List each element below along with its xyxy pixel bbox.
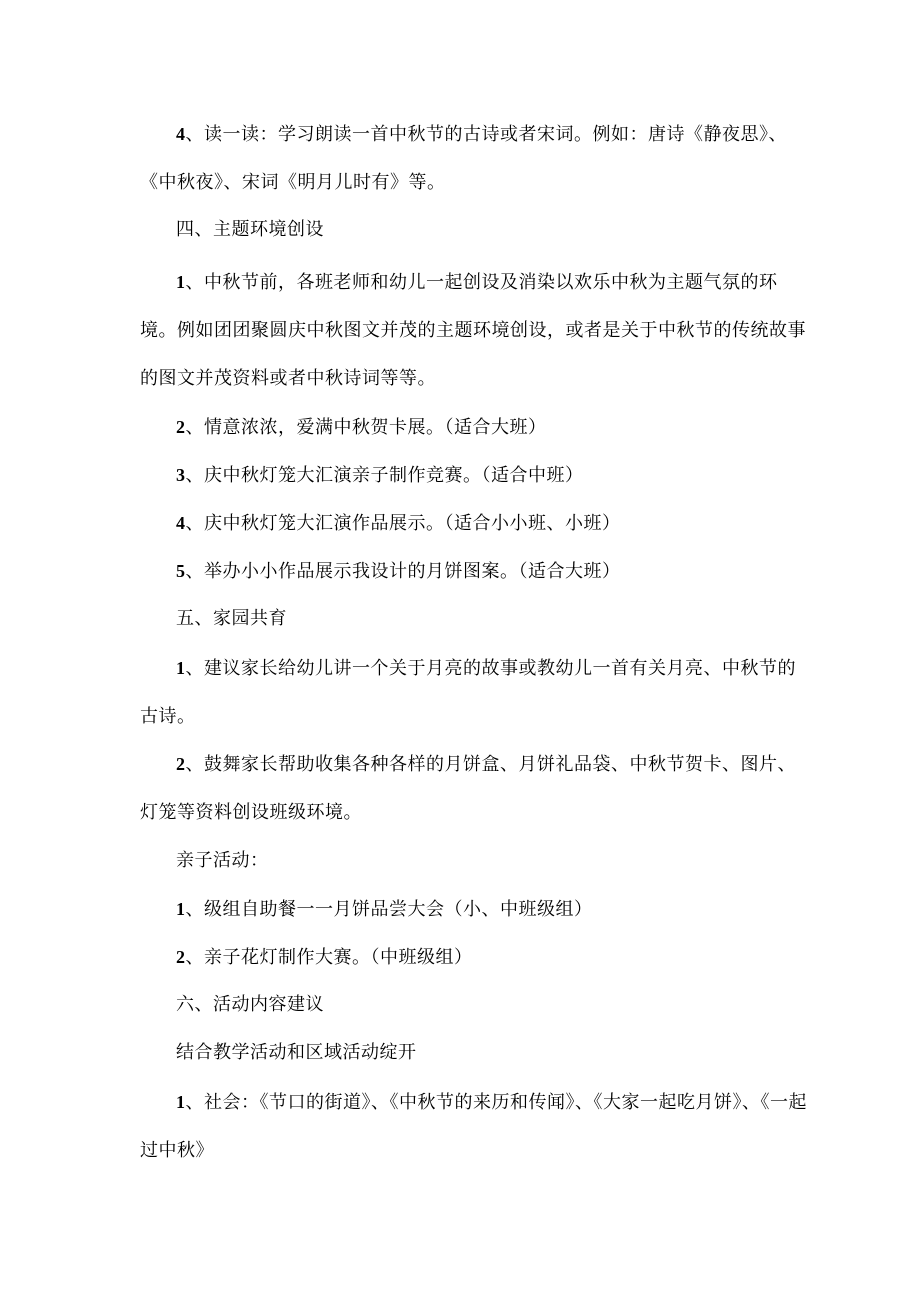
paragraph-text: 结合教学活动和区域活动绽开 xyxy=(176,1042,417,1063)
paragraph-text: 、社会：《节口的街道》、《中秋节的来历和传闻》、《大家一起吃月饼》、《一起过中秋》 xyxy=(140,1092,807,1161)
paragraph-home-school-2 xyxy=(140,740,810,837)
paragraph-text: 、中秋节前，各班老师和幼儿一起创设及消染以欢乐中秋为主题气氛的环境。例如团团聚圆庆中秋图文并茂的主题环境创设，或者是关于中秋节的传统故事的图文并茂资料或者中秋诗词等等。 xyxy=(140,272,806,389)
paragraph-home-school-1 xyxy=(140,644,810,741)
section-heading-parent-child xyxy=(140,837,810,885)
paragraph-read-poem xyxy=(140,110,810,207)
paragraph-environment-3 xyxy=(140,451,810,500)
item-number: 5 xyxy=(176,561,186,581)
item-number: 4 xyxy=(176,513,186,533)
paragraph-text: 、鼓舞家长帮助收集各种各样的月饼盒、月饼礼品袋、中秋节贺卡、图片、灯笼等资料创设班级环境。 xyxy=(140,754,796,823)
paragraph-environment-4 xyxy=(140,499,810,548)
item-number: 1 xyxy=(176,899,186,919)
paragraph-text: 、级组自助餐一一月饼品尝大会（小、中班级组） xyxy=(185,899,593,920)
heading-text: 五、家园共育 xyxy=(176,608,287,629)
item-number: 3 xyxy=(176,465,186,485)
paragraph-parent-child-1 xyxy=(140,885,810,934)
paragraph-text: 、读一读：学习朗读一首中秋节的古诗或者宋词。例如：唐诗《静夜思》、《中秋夜》、宋词《明月儿时有》等。 xyxy=(140,124,787,193)
item-number: 4 xyxy=(176,124,186,144)
paragraph-text: 、庆中秋灯笼大汇演亲子制作竞赛。（适合中班） xyxy=(185,465,584,486)
paragraph-text: 、情意浓浓，爱满中秋贺卡展。（适合大班） xyxy=(185,417,547,438)
item-number: 1 xyxy=(176,1092,186,1112)
item-number: 1 xyxy=(176,272,186,292)
item-number: 1 xyxy=(176,658,186,678)
paragraph-text: 、庆中秋灯笼大汇演作品展示。（适合小小班、小班） xyxy=(185,513,621,534)
section-heading-suggestions xyxy=(140,981,810,1029)
item-number: 2 xyxy=(176,417,186,437)
paragraph-suggestions-1 xyxy=(140,1078,810,1175)
paragraph-environment-5 xyxy=(140,547,810,596)
item-number: 2 xyxy=(176,754,186,774)
paragraph-suggestions-intro xyxy=(140,1029,810,1077)
section-heading-environment xyxy=(140,206,810,254)
paragraph-text: 、举办小小作品展示我设计的月饼图案。（适合大班） xyxy=(185,561,621,582)
heading-text: 亲子活动： xyxy=(176,850,269,871)
paragraph-environment-2 xyxy=(140,403,810,452)
item-number: 2 xyxy=(176,947,186,967)
section-heading-home-school xyxy=(140,595,810,643)
paragraph-text: 、亲子花灯制作大赛。（中班级组） xyxy=(185,947,473,968)
paragraph-parent-child-2 xyxy=(140,933,810,982)
heading-text: 六、活动内容建议 xyxy=(176,994,324,1015)
paragraph-environment-1 xyxy=(140,258,810,403)
heading-text: 四、主题环境创设 xyxy=(176,219,324,240)
paragraph-text: 、建议家长给幼儿讲一个关于月亮的故事或教幼儿一首有关月亮、中秋节的古诗。 xyxy=(140,658,796,727)
